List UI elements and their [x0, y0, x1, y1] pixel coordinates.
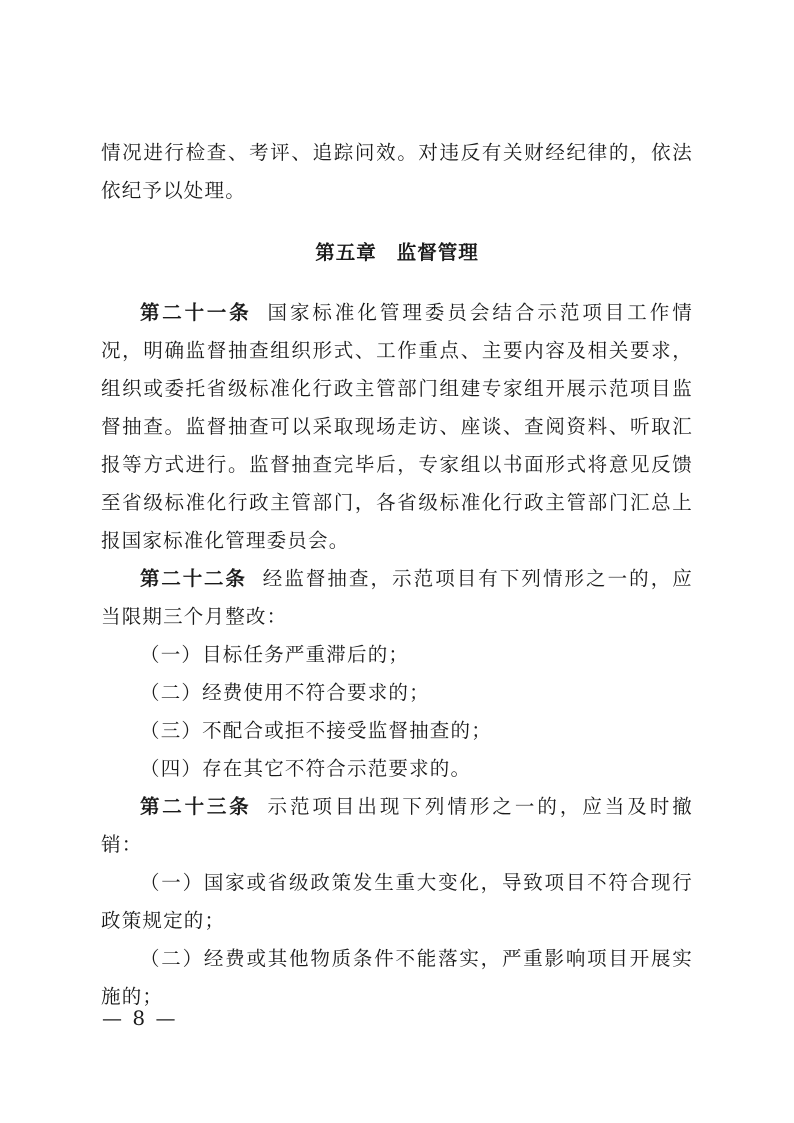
- article-label: 第二十二条: [140, 567, 247, 590]
- article-label: 第二十三条: [140, 795, 252, 818]
- article-text: 经监督抽查，示范项目有下列情形之一的，应当限期三个月整改：: [101, 567, 693, 628]
- document-body: [101, 134, 693, 1016]
- list-item: （四）存在其它不符合示范要求的。: [140, 757, 472, 780]
- list-item: （二）经费或其他物质条件不能落实，严重影响项目开展实施的；: [101, 947, 693, 1008]
- article-label: 第二十一条: [140, 301, 252, 324]
- article-23: [101, 788, 693, 864]
- list-item: （一）目标任务严重滞后的；: [140, 643, 410, 666]
- list-item: （二）经费使用不符合要求的；: [140, 681, 430, 704]
- article-text: 国家标准化管理委员会结合示范项目工作情况，明确监督抽查组织形式、工作重点、主要内容及相关要求，组织或委托省级标准化行政主管部门组建专家组开展示范项目监督抽查。监督抽查可以采取现场走访、座谈、查阅资料、听取汇报等方式进行。监督抽查完毕后，专家组以书面形式将意见反馈至省级标准化行政主管部门，各省级标准化行政主管部门汇总上报国家标准化管理委员会。: [101, 301, 693, 552]
- chapter-number: 第五章: [315, 241, 377, 264]
- list-item: （三）不配合或拒不接受监督抽查的；: [140, 719, 492, 742]
- chapter-title: 监督管理: [396, 241, 479, 264]
- article-21: [101, 294, 693, 560]
- article-22: [101, 560, 693, 636]
- paragraph-continued: 情况进行检查、考评、追踪问效。对违反有关财经纪律的，依法依纪予以处理。: [101, 141, 693, 202]
- chapter-heading: [101, 234, 693, 272]
- article-text: 示范项目出现下列情形之一的，应当及时撤销：: [101, 795, 693, 856]
- list-item: （一）国家或省级政策发生重大变化，导致项目不符合现行政策规定的；: [101, 871, 693, 932]
- page-number: — 8 —: [102, 1006, 178, 1030]
